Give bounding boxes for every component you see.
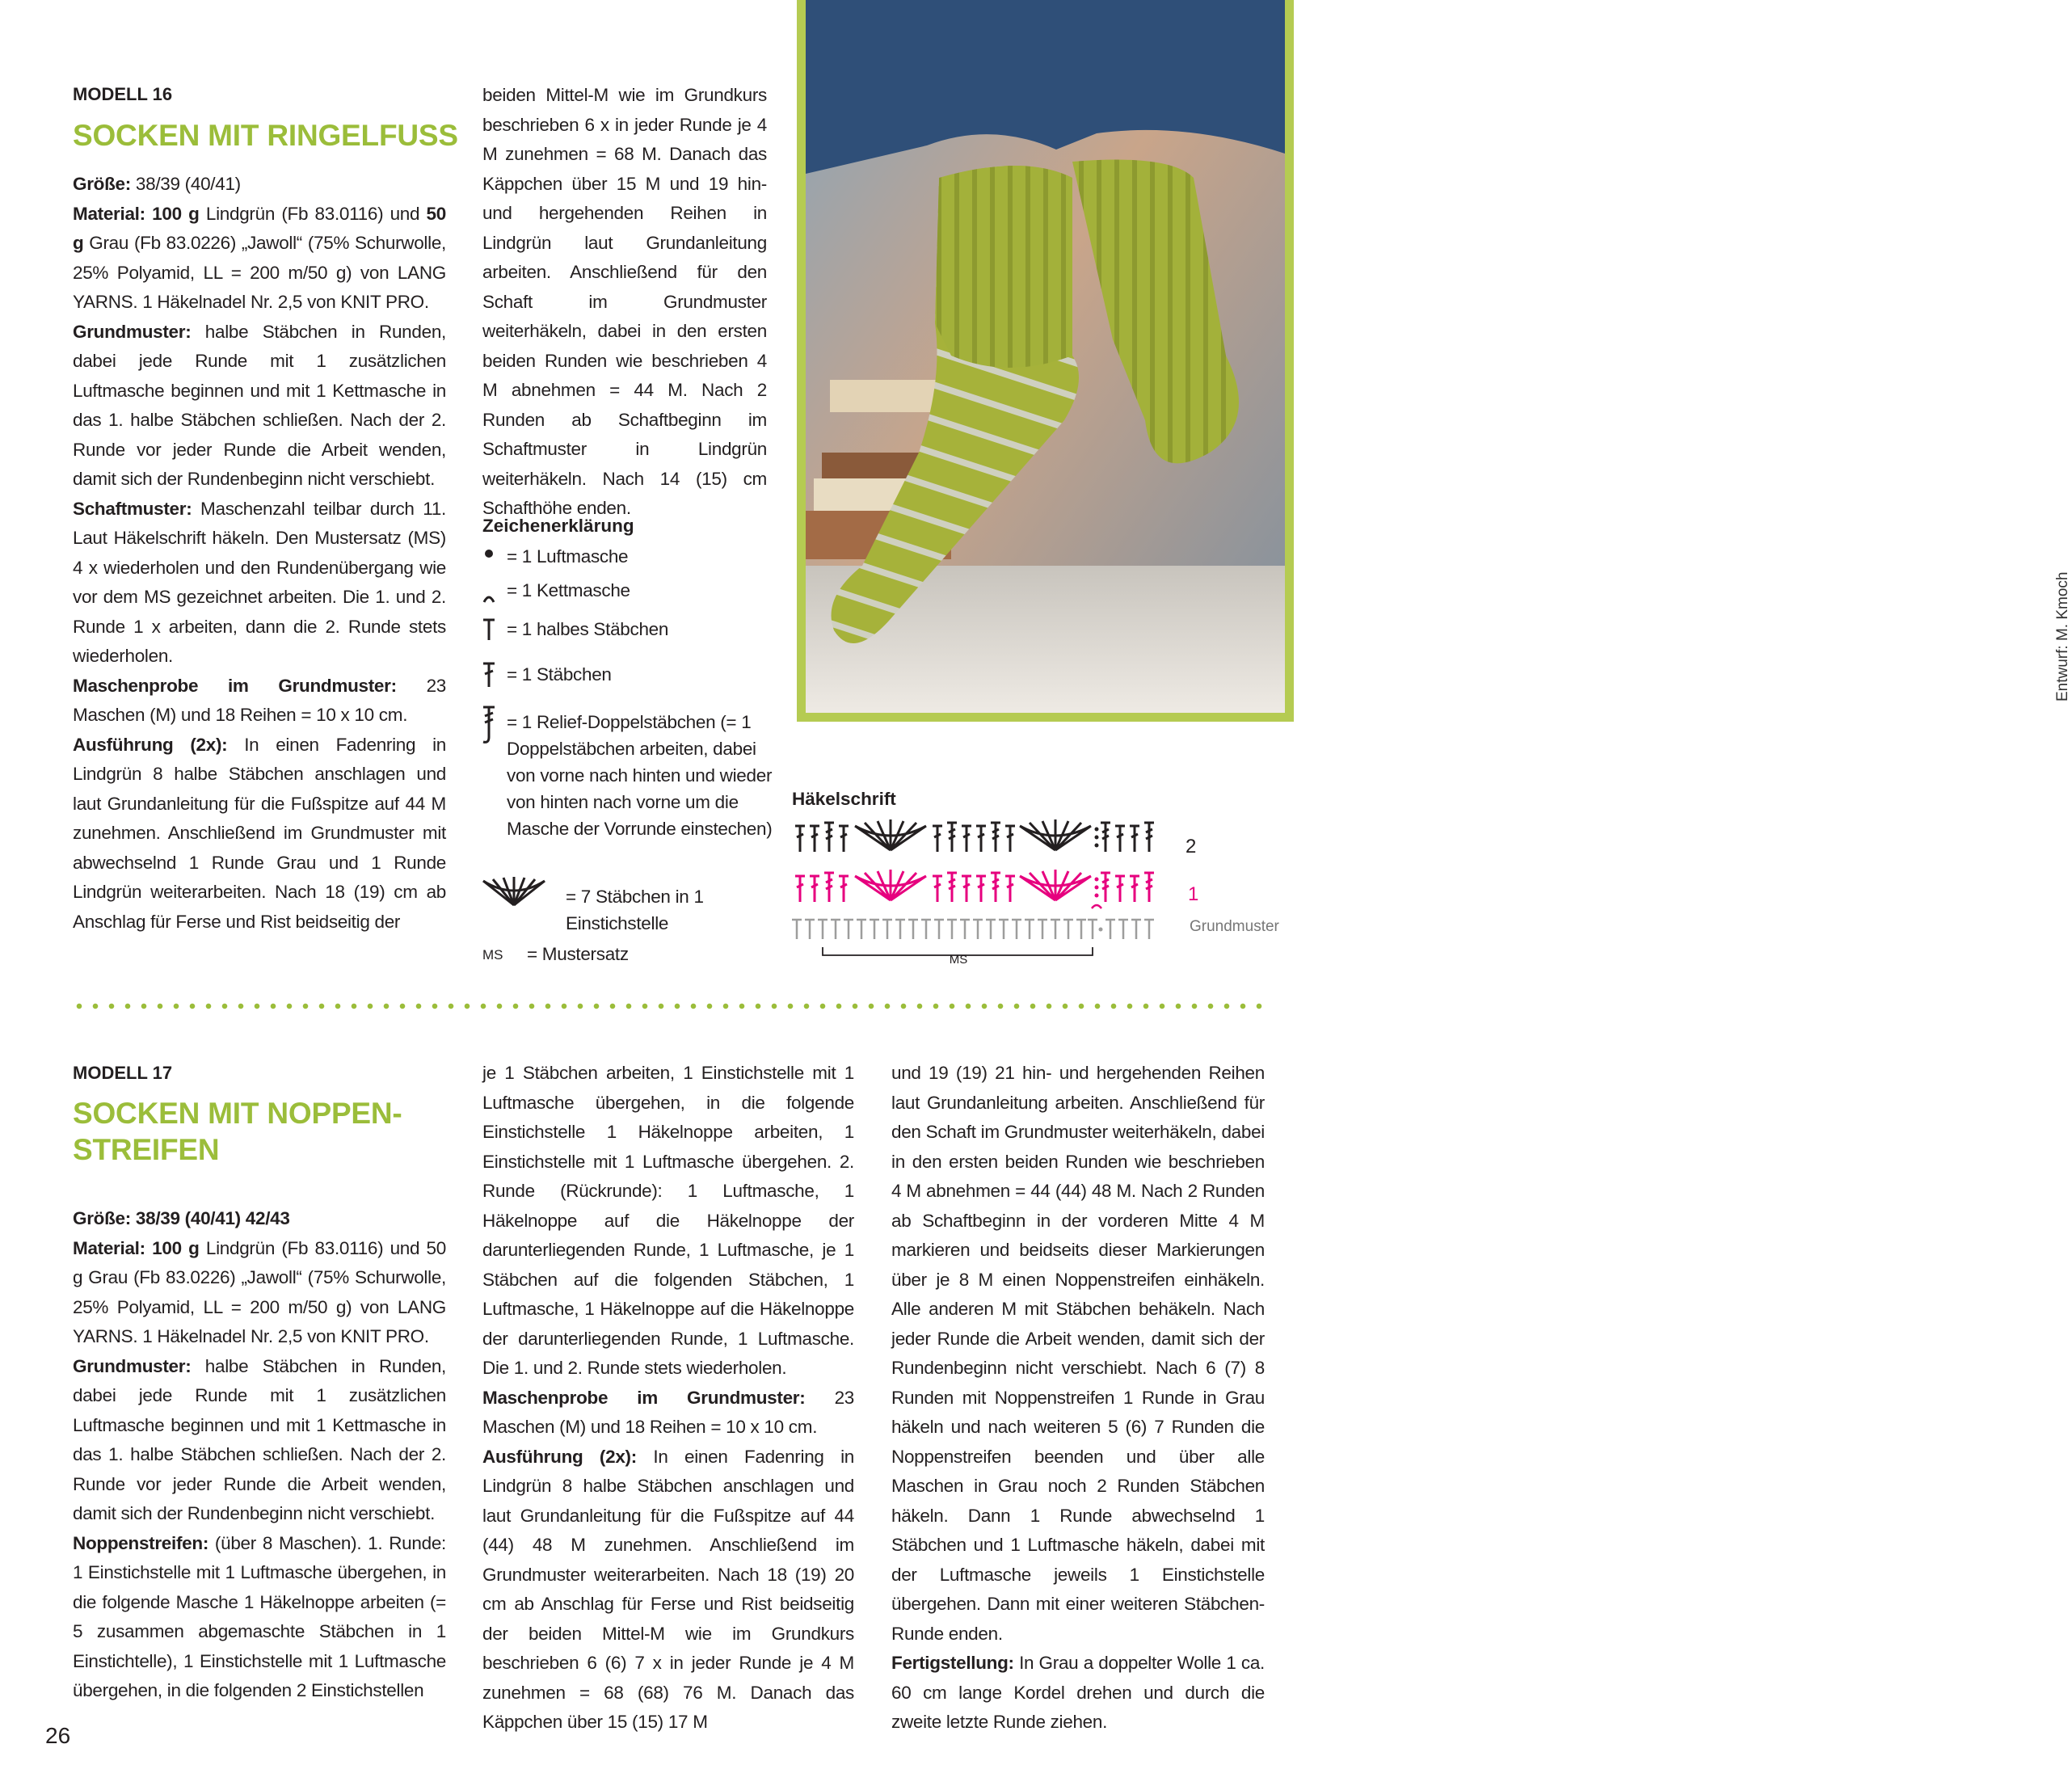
m16-size: Größe: 38/39 (40/41) [73, 174, 241, 194]
m17-noppenstreifen: Noppenstreifen: (über 8 Maschen). 1. Runde: 1 Einstichstelle mit 1 Luftmasche übergehen, in die folgende Masche 1 Häkelnoppe arbeiten (= 5 zusammen abgemaschte Stäbchen in 1 Einstichtelle), 1 Einstichstelle mit 1 Luftmasche übergehen, in die folgenden 2 Einstichstellen [73, 1532, 446, 1700]
legend-item-dc: = 1 Stäbchen [507, 664, 612, 685]
model16-label: MODELL 16 [73, 84, 173, 104]
photo-credit: Entwurf: M. Kmoch [2054, 571, 2071, 701]
legend-item-fan: = 7 Stäbchen in 1 Einstichstelle [566, 887, 704, 933]
model17-column-1 [73, 1204, 446, 1706]
model17-title-line1: SOCKEN MIT NOPPEN- [73, 1097, 402, 1130]
page-number: 26 [45, 1723, 71, 1748]
m16-schaftmuster: Schaftmuster: Maschenzahl teilbar durch 11. Laut Häkelschrift häkeln. Den Mustersatz (MS) 4 x wiederholen und den Rundenübergang wie vor dem MS gezeichnet arbeiten. Die 1. und 2. Runde 1 x arbeiten, dann die 2. Runde stets wiederholen. [73, 498, 446, 666]
double-crochet-icon [482, 661, 496, 694]
m17-size: Größe: 38/39 (40/41) 42/43 [73, 1208, 290, 1228]
legend-item-ms: = Mustersatz [527, 944, 629, 964]
legend-item-relief: = 1 Relief-Doppelstäbchen (= 1 Doppelstäbchen arbeiten, dabei von vorne nach hinten und wieder von hinten nach vorne um die Masche der Vorrunde einstechen) [507, 712, 773, 839]
relief-treble-icon [482, 705, 498, 751]
model16-column-1 [73, 170, 446, 937]
model16-column-2 [482, 81, 767, 524]
chart-row-2 [795, 819, 1154, 852]
m16-maschenprobe: Maschenprobe im Grundmuster: 23 Maschen (M) und 18 Reihen = 10 x 10 cm. [73, 675, 446, 725]
slip-stitch-icon [482, 586, 495, 609]
legend-item-slip: = 1 Kettmasche [507, 580, 630, 600]
crochet-chart [789, 818, 1185, 979]
m17-col3-intro: und 19 (19) 21 hin- und hergehenden Reihen laut Grundanleitung arbeiten. Anschließend für den Schaft im Grundmuster weiterhäkeln, dabei in den ersten beiden Runden wie beschrieben 4 M abnehmen = 44 (44) 48 M. Nach 2 Runden ab Schaftbeginn in der vorderen Mitte 4 M markieren und beidseits dieser Markierungen über je 8 M einen Noppenstreifen einhäkeln. Alle anderen M mit Stäbchen behäkeln. Nach jeder Runde die Arbeit wenden, damit sich der Rundenbeginn nicht verschiebt. Nach 6 (7) 8 Runden mit Noppenstreifen 1 Runde in Grau häkeln und nach weiteren 5 (6) 7 Runden die Noppenstreifen beenden und über alle Maschen in Grau noch 2 Runden Stäbchen häkeln. Dann 1 Runde abwechselnd 1 Stäbchen und 1 Luftmasche häkeln, dabei mit der Luftmasche jeweils 1 Einstichstelle übergehen. Dann mit einer weiteren Stäbchen-Runde enden. [891, 1063, 1265, 1644]
seven-dc-fan-icon [482, 876, 546, 914]
ms-abbrev: MS [482, 947, 503, 963]
legend-item-hdc: = 1 halbes Stäbchen [507, 619, 669, 639]
legend-heading: Zeichenerklärung [482, 516, 634, 536]
m17-fertigstellung: Fertigstellung: In Grau a doppelter Wolle 1 ca. 60 cm lange Kordel drehen und durch die zweite letzte Runde ziehen. [891, 1653, 1265, 1732]
chart-ms-label: MS [949, 953, 968, 967]
m17-col2-intro: je 1 Stäbchen arbeiten, 1 Einstichstelle mit 1 Luftmasche übergehen, in die folgende Einstichstelle 1 Häkelnoppe arbeiten, 1 Einstichstelle mit 1 Luftmasche übergehen. 2. Runde (Rückrunde): 1 Luftmasche, 1 Häkelnoppe auf die Häkelnoppe der darunterliegenden Runde, 1 Luftmasche, je 1 Stäbchen auf die folgenden Stäbchen, 1 Luftmasche, 1 Häkelnoppe auf die Häkelnoppe der darunterliegenden Runde, 1 Luftmasche. Die 1. und 2. Runde stets wiederholen. [482, 1063, 854, 1378]
m17-grundmuster: Grundmuster: halbe Stäbchen in Runden, dabei jede Runde mit 1 zusätzlichen Luftmasche beginnen und mit 1 Kettmasche in das 1. halbe Stäbchen schließen. Nach der 2. Runde vor jeder Runde die Arbeit wenden, damit sich der Rundenbeginn nicht verschiebt. [73, 1355, 446, 1523]
m16-material: Material: 100 g Lindgrün (Fb 83.0116) und 50 g Grau (Fb 83.0226) „Jawoll“ (75% Schurwolle, 25% Polyamid, LL = 200 m/50 g) von LANG YARNS. 1 Häkelnadel Nr. 2,5 von KNIT PRO. [73, 203, 446, 312]
chart-row-1-number: 1 [1188, 883, 1199, 905]
legend-item-chain: = 1 Luftmasche [507, 546, 629, 567]
chain-stitch-icon [485, 550, 493, 558]
chart-row-2-number: 2 [1186, 836, 1197, 857]
chart-base-label: Grundmuster [1190, 918, 1279, 935]
model16-title: SOCKEN MIT RINGELFUSS [73, 119, 458, 152]
m17-maschenprobe: Maschenprobe im Grundmuster: 23 Maschen (M) und 18 Reihen = 10 x 10 cm. [482, 1387, 854, 1437]
model17-column-3 [891, 1059, 1265, 1738]
model17-column-2 [482, 1059, 854, 1738]
half-double-crochet-icon [482, 617, 496, 647]
model17-label: MODELL 17 [73, 1063, 173, 1083]
m16-col2-text: beiden Mittel-M wie im Grundkurs beschrieben 6 x in jeder Runde je 4 M zunehmen = 68 M. Danach das Käppchen über 15 M und 19 hin- und hergehenden Reihen in Lindgrün laut Grundanleitung arbeiten. Anschließend für den Schaft im Grundmuster weiterhäkeln, dabei in den ersten beiden Runden wie beschrieben 4 M abnehmen = 44 M. Nach 2 Runden ab Schaftbeginn im Schaftmuster in Lindgrün weiterhäkeln. Nach 14 (15) cm Schafthöhe enden. [482, 85, 767, 518]
section-divider [71, 1002, 1267, 1010]
m17-ausfuehrung: Ausführung (2x): In einen Fadenring in Lindgrün 8 halbe Stäbchen anschlagen und laut Grundanleitung für die Fußspitze auf 44 (44) 48 M zunehmen. Anschließend im Grundmuster weiterarbeiten. Nach 18 (19) 20 cm ab Anschlag für Ferse und Rist beidseitig der beiden Mittel-M wie im Grundkurs beschrieben 6 (6) 7 x in jeder Runde je 4 M zunehmen = 68 (68) 76 M. Danach das Käppchen über 15 (15) 17 M [482, 1446, 854, 1732]
sock-photo-frame [797, 0, 2071, 722]
model17-title-line2: STREIFEN [73, 1133, 220, 1166]
m16-ausfuehrung: Ausführung (2x): In einen Fadenring in Lindgrün 8 halbe Stäbchen anschlagen und laut Grundanleitung für die Fußspitze auf 44 M zunehmen. Anschließend im Grundmuster mit abwechselnd 1 Runde Grau und 1 Runde Lindgrün weiterarbeiten. Nach 18 (19) cm ab Anschlag für Ferse und Rist beidseitig der [73, 734, 446, 932]
chart-row-1 [795, 870, 1154, 902]
m16-grundmuster: Grundmuster: halbe Stäbchen in Runden, dabei jede Runde mit 1 zusätzlichen Luftmasche beginnen und mit 1 Kettmasche in das 1. halbe Stäbchen schließen. Nach der 2. Runde vor jeder Runde die Arbeit wenden, damit sich der Rundenbeginn nicht verschiebt. [73, 321, 446, 489]
m17-material: Material: 100 g Lindgrün (Fb 83.0116) und 50 g Grau (Fb 83.0226) „Jawoll“ (75% Schurwolle, 25% Polyamid, LL = 200 m/50 g) von LANG YARNS. 1 Häkelnadel Nr. 2,5 von KNIT PRO. [73, 1237, 446, 1346]
chart-title: Häkelschrift [792, 789, 896, 809]
sock-photo [806, 0, 1285, 713]
